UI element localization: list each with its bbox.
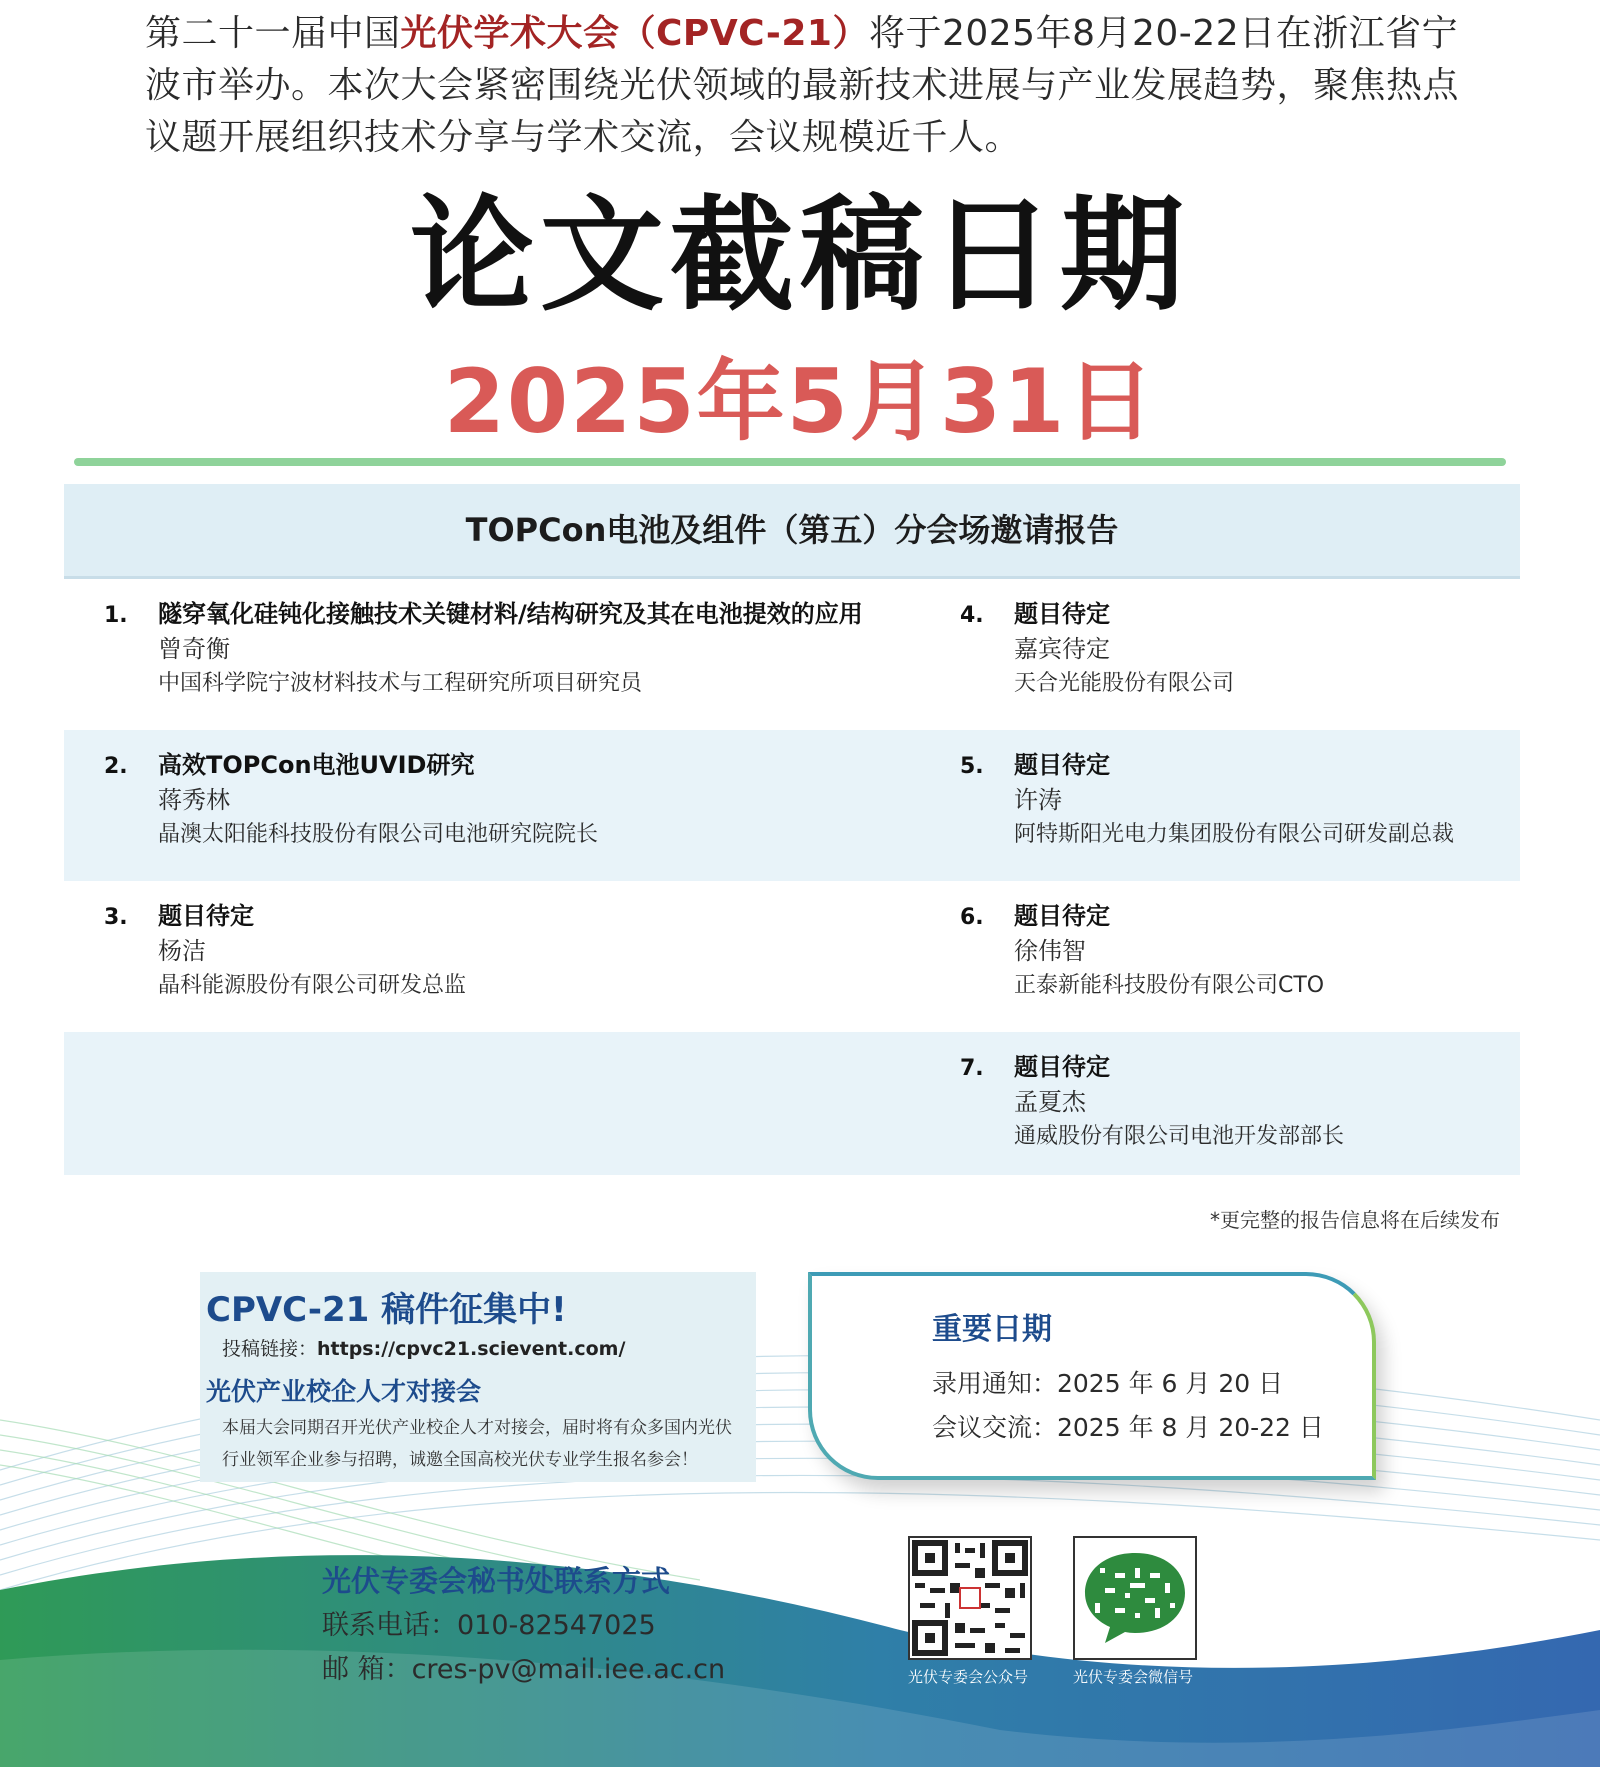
- session-table: [64, 484, 1520, 1174]
- table-row: [64, 730, 1520, 881]
- table-row: [64, 881, 1520, 1032]
- talk-organization: 中国科学院宁波材料技术与工程研究所项目研究员: [158, 671, 643, 696]
- contact-email[interactable]: 邮 箱：cres-pv@mail.iee.ac.cn: [322, 1654, 726, 1685]
- conference-date: 会议交流：2025 年 8 月 20-22 日: [932, 1413, 1324, 1442]
- talk-organization: 正泰新能科技股份有限公司CTO: [1014, 973, 1325, 998]
- talk-speaker: 孟夏杰: [1014, 1088, 1086, 1116]
- talk-number: 6.: [960, 905, 984, 930]
- talk-number: 2.: [104, 754, 128, 779]
- intro-text-2: 将于2025年8月20-22日在浙江省宁波市举办。本次大会紧密围绕光伏领域的最新技术进展与产业发展趋势，聚焦热点议题开展组织技术分享与学术交流，会议规模近千人。: [145, 13, 1460, 158]
- talk-title: 题目待定: [158, 902, 254, 930]
- qr-label-wechat: 光伏专委会微信号: [1072, 1668, 1193, 1686]
- contact-title: 光伏专委会秘书处联系方式: [322, 1564, 671, 1598]
- talk-number: 3.: [104, 905, 128, 930]
- talk-number: 5.: [960, 754, 984, 779]
- contact-phone: 联系电话：010-82547025: [322, 1610, 656, 1641]
- divider: [74, 458, 1506, 466]
- talk-speaker: 嘉宾待定: [1014, 635, 1110, 663]
- deadline-date: 2025年5月31日: [443, 350, 1157, 453]
- talk-organization: 通威股份有限公司电池开发部部长: [1014, 1124, 1345, 1149]
- submission-url[interactable]: https://cpvc21.scievent.com/: [317, 1338, 626, 1360]
- qr-label-official-account: 光伏专委会公众号: [907, 1668, 1028, 1686]
- talk-organization: 晶澳太阳能科技股份有限公司电池研究院院长: [158, 822, 599, 847]
- call-for-papers-panel: [200, 1272, 756, 1482]
- deadline-title: 论文截稿日期: [409, 184, 1190, 328]
- talk-title: 题目待定: [1014, 902, 1110, 930]
- talk-item: [960, 1050, 1500, 1154]
- talk-number: 1.: [104, 603, 128, 628]
- talk-organization: 阿特斯阳光电力集团股份有限公司研发副总裁: [1014, 822, 1455, 847]
- talk-number: 4.: [960, 603, 984, 628]
- talk-title: 题目待定: [1014, 600, 1110, 628]
- talent-fair-title: 光伏产业校企人才对接会: [206, 1377, 482, 1406]
- submission-link-label: 投稿链接：: [222, 1338, 318, 1360]
- intro-paragraph: [145, 8, 1475, 164]
- intro-text-1: 第二十一届中国: [145, 13, 401, 54]
- talk-organization: 天合光能股份有限公司: [1014, 671, 1235, 696]
- footnote: *更完整的报告信息将在后续发布: [1210, 1208, 1500, 1232]
- contact-section: [322, 1558, 725, 1692]
- talk-title: 题目待定: [1014, 751, 1110, 779]
- qr-pattern: [1075, 1538, 1195, 1658]
- qr-code-icon: [1073, 1536, 1197, 1660]
- session-header: TOPCon电池及组件（第五）分会场邀请报告: [64, 484, 1520, 579]
- talk-speaker: 徐伟智: [1014, 937, 1086, 965]
- talk-speaker: 许涛: [1014, 786, 1062, 814]
- talent-fair-description: 本届大会同期召开光伏产业校企人才对接会，届时将有众多国内光伏行业领军企业参与招聘，诚邀全国高校光伏专业学生报名参会！: [222, 1418, 732, 1470]
- table-row: [64, 1032, 1520, 1175]
- talk-organization: 晶科能源股份有限公司研发总监: [158, 973, 467, 998]
- table-row: [64, 579, 1520, 730]
- talk-item: [104, 597, 863, 701]
- talk-item: [960, 597, 1500, 701]
- important-dates-card: [808, 1272, 1376, 1480]
- cfp-title: CPVC-21 稿件征集中!: [206, 1290, 567, 1330]
- talk-title: 高效TOPCon电池UVID研究: [158, 751, 475, 779]
- talk-title: 隧穿氧化硅钝化接触技术关键材料/结构研究及其在电池提效的应用: [158, 600, 863, 628]
- talk-item: [960, 748, 1500, 852]
- talk-item: [960, 899, 1500, 1003]
- talk-speaker: 曾奇衡: [158, 635, 230, 663]
- acceptance-date: 录用通知：2025 年 6 月 20 日: [932, 1369, 1284, 1398]
- talk-number: 7.: [960, 1056, 984, 1081]
- talk-speaker: 杨洁: [158, 937, 206, 965]
- qr-code-icon: [908, 1536, 1032, 1660]
- conference-name: 光伏学术大会（CPVC-21）: [400, 13, 869, 54]
- talk-item: [104, 748, 844, 852]
- talk-item: [104, 899, 844, 1003]
- submission-link[interactable]: [222, 1334, 625, 1361]
- qr-pattern: [910, 1538, 1030, 1658]
- important-dates-title: 重要日期: [932, 1312, 1052, 1347]
- talk-title: 题目待定: [1014, 1053, 1110, 1081]
- talk-speaker: 蒋秀林: [158, 786, 230, 814]
